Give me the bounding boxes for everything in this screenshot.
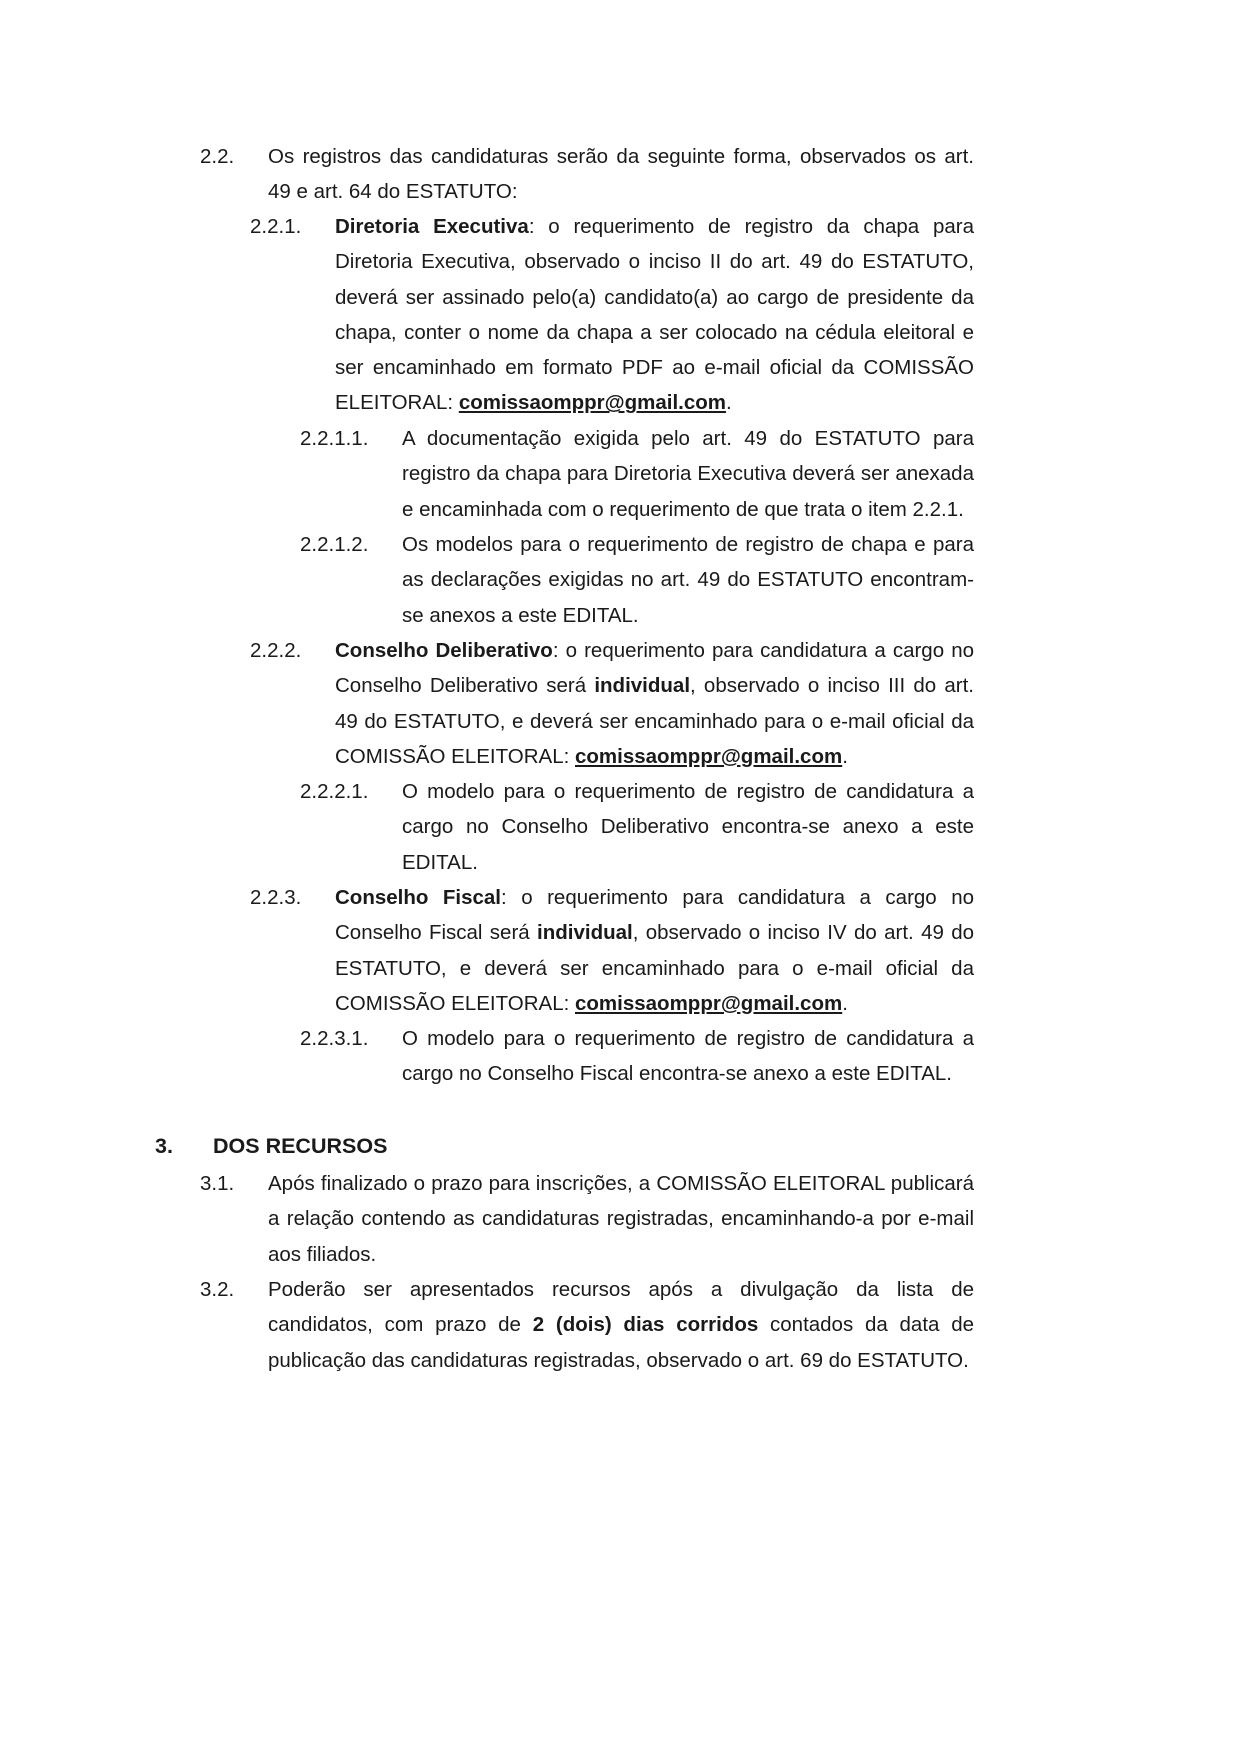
clause-text: [335, 880, 974, 1021]
clause-number: 2.2.3.: [250, 886, 302, 909]
clause-body-cont: contados da data de publicação das candidaturas registradas, observado o art. 69 do ESTATUTO.: [268, 1313, 974, 1372]
clause-text: Os registros das candidaturas serão da seguinte forma, observados os art. 49 e art. 64 do ESTATUTO:: [268, 145, 974, 204]
clause-text: O modelo para o requerimento de registro de candidatura a cargo no Conselho Fiscal encontra-se anexo a este EDITAL.: [402, 1027, 974, 1086]
clause-2-2-3: [0, 880, 1242, 1021]
clause-text: Após finalizado o prazo para inscrições, a COMISSÃO ELEITORAL publicará a relação contendo as candidaturas registradas, encaminhando-a por e-mail aos filiados.: [268, 1172, 974, 1266]
clause-bold-emphasis: 2 (dois) dias corridos: [532, 1313, 759, 1337]
clause-bold-lead: Diretoria Executiva: [335, 215, 529, 238]
clause-number: 2.2.: [200, 145, 235, 168]
clause-2-2-2: [0, 633, 1242, 774]
heading-title: DOS RECURSOS: [213, 1134, 388, 1158]
clause-3-1: [0, 1166, 1242, 1272]
email-link[interactable]: comissaomppr@gmail.com: [575, 744, 843, 768]
clause-bold-lead: Conselho Fiscal: [335, 886, 502, 909]
clause-2-2-1-2: [0, 527, 1242, 633]
clause-text: A documentação exigida pelo art. 49 do ESTATUTO para registro da chapa para Diretoria Executiva deverá ser anexada e encaminhada com o requerimento de que trata o item 2.2.1.: [402, 427, 974, 521]
clause-text: [335, 209, 974, 421]
clause-number: 2.2.1.2.: [300, 533, 369, 556]
clause-text: [335, 633, 974, 774]
clause-text: [268, 1272, 974, 1378]
clause-bold-emphasis: individual: [537, 921, 633, 945]
clause-end: .: [726, 391, 732, 415]
clause-text: O modelo para o requerimento de registro de candidatura a cargo no Conselho Deliberativo encontra-se anexo a este EDITAL.: [402, 780, 974, 874]
section-heading-3: [155, 1129, 1055, 1165]
clause-2-2-1: [0, 209, 1242, 421]
clause-number: 3.1.: [200, 1172, 235, 1195]
email-link[interactable]: comissaomppr@gmail.com: [458, 391, 727, 415]
clause-end: .: [842, 744, 848, 768]
heading-number: 3.: [155, 1134, 173, 1158]
clause-3-2: [0, 1272, 1242, 1378]
clause-body-cont: , observado o inciso IV do art. 49 do ESTATUTO, e deverá ser encaminhado para o e-mail oficial da COMISSÃO ELEITORAL:: [335, 921, 974, 1015]
clause-2-2: [0, 139, 1242, 211]
clause-bold-emphasis: individual: [594, 674, 691, 698]
clause-body: : o requerimento para candidatura a cargo no Conselho Deliberativo será: [335, 639, 974, 698]
clause-body: Poderão ser apresentados recursos após a divulgação da lista de candidatos, com prazo de: [268, 1278, 974, 1337]
clause-body: : o requerimento para candidatura a cargo no Conselho Fiscal será: [335, 886, 974, 945]
clause-2-2-1-1: [0, 421, 1242, 527]
clause-number: 2.2.1.1.: [300, 427, 369, 450]
clause-2-2-2-1: [0, 774, 1242, 880]
clause-number: 3.2.: [200, 1278, 235, 1301]
clause-end: .: [842, 991, 848, 1015]
clause-number: 2.2.2.1.: [300, 780, 369, 803]
clause-text: Os modelos para o requerimento de registro de chapa e para as declarações exigidas no art. 49 do ESTATUTO encontram-se anexos a este EDITAL.: [402, 533, 974, 627]
clause-body-cont: , observado o inciso III do art. 49 do ESTATUTO, e deverá ser encaminhado para o e-mail oficial da COMISSÃO ELEITORAL:: [335, 674, 974, 768]
clause-2-2-3-1: [0, 1021, 1242, 1093]
clause-body: : o requerimento de registro da chapa para Diretoria Executiva, observado o inciso II do art. 49 do ESTATUTO, deverá ser assinado pelo(a) candidato(a) ao cargo de presidente da chapa, conter o nome da chapa a ser colocado na cédula eleitoral e ser encaminhado em formato PDF ao e-mail oficial da COMISSÃO ELEITORAL:: [335, 215, 974, 415]
clause-bold-lead: Conselho Deliberativo: [335, 639, 553, 662]
email-link[interactable]: comissaomppr@gmail.com: [575, 991, 843, 1015]
clause-number: 2.2.3.1.: [300, 1027, 369, 1050]
clause-number: 2.2.1.: [250, 215, 302, 238]
clause-number: 2.2.2.: [250, 639, 302, 662]
